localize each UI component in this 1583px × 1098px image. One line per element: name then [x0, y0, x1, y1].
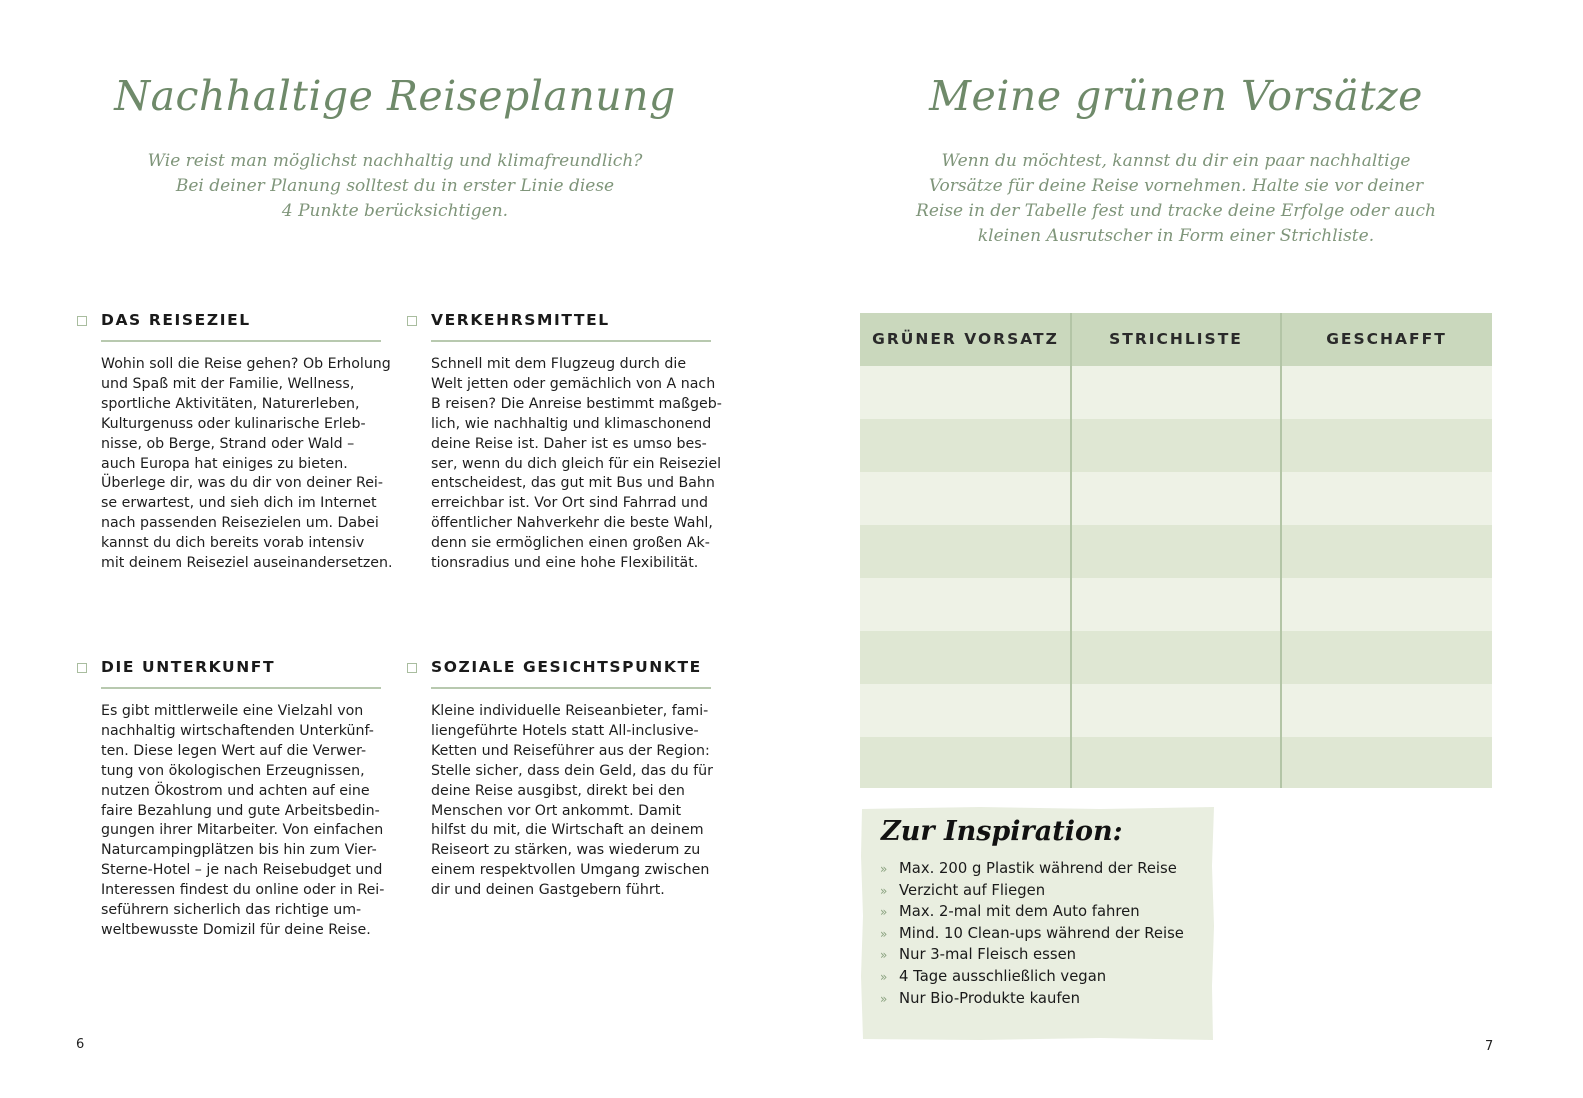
body-line: Menschen vor Ort ankommt. Damit	[431, 802, 682, 819]
page-title: Nachhaltige Reiseplanung	[114, 72, 676, 120]
column-header-strichliste: STRICHLISTE	[1109, 330, 1243, 348]
section-reiseziel	[77, 311, 393, 572]
body-line: Schnell mit dem Flugzeug durch die	[431, 356, 687, 372]
inspiration-title: Zur Inspiration:	[881, 816, 1123, 847]
table-header	[860, 313, 1492, 366]
body-line: auch Europa hat einiges zu bieten.	[101, 455, 348, 472]
section-title: DIE UNTERKUNFT	[101, 658, 276, 676]
body-line: weltbewusste Domizil für deine Reise.	[101, 921, 371, 938]
list-item: » Max. 2-mal mit dem Auto fahren	[880, 901, 1184, 923]
section-divider	[101, 687, 381, 689]
intro-line: Wenn du möchtest, kannst du dir ein paar nachhaltige	[941, 151, 1411, 171]
table-row[interactable]	[860, 366, 1492, 419]
page-title: Meine grünen Vorsätze	[929, 72, 1423, 120]
intro-line: Wie reist man möglichst nachhaltig und klimafreundlich?	[147, 151, 643, 171]
checkbox-icon[interactable]	[77, 663, 87, 673]
intro-text	[0, 149, 790, 224]
list-item: » 4 Tage ausschließlich vegan	[880, 966, 1184, 988]
checkbox-icon[interactable]	[407, 316, 417, 326]
column-divider	[1280, 313, 1282, 788]
left-page	[0, 0, 790, 1098]
body-line: kannst du dich bereits vorab intensiv	[101, 535, 365, 552]
body-line: Es gibt mittlerweile eine Vielzahl von	[101, 703, 364, 719]
bullet-icon: »	[880, 883, 888, 898]
body-line: hilfst du mit, die Wirtschaft an deinem	[431, 822, 704, 839]
body-line: liengeführte Hotels statt All-inclusive-	[431, 722, 699, 739]
body-line: entscheidest, das gut mit Bus und Bahn	[431, 475, 715, 492]
bullet-icon: »	[880, 948, 888, 963]
inspiration-box	[860, 806, 1215, 1041]
body-line: Wohin soll die Reise gehen? Ob Erholung	[101, 356, 391, 372]
list-item: » Verzicht auf Fliegen	[880, 880, 1184, 902]
body-line: se erwartest, und sieh dich im Internet	[101, 495, 377, 512]
body-line: seführern sicherlich das richtige um-	[101, 902, 362, 919]
section-verkehrsmittel	[407, 311, 722, 572]
list-item: » Max. 200 g Plastik während der Reise	[880, 858, 1184, 880]
body-line: gungen ihrer Mitarbeiter. Von einfachen	[101, 822, 384, 839]
intro-text	[792, 149, 1560, 249]
body-line: ten. Diese legen Wert auf die Verwer-	[101, 742, 367, 759]
body-line: sportliche Aktivitäten, Naturerleben,	[101, 395, 360, 412]
body-line: B reisen? Die Anreise bestimmt maßgeb-	[431, 395, 722, 412]
body-line: nach passenden Reisezielen um. Dabei	[101, 515, 379, 532]
body-line: Ketten und Reiseführer aus der Region:	[431, 742, 710, 759]
table-row[interactable]	[860, 578, 1492, 631]
intro-line: Reise in der Tabelle fest und tracke deine Erfolge oder auch	[916, 201, 1436, 221]
body-line: mit deinem Reiseziel auseinandersetzen.	[101, 555, 393, 572]
column-divider	[1070, 313, 1072, 788]
checkbox-icon[interactable]	[407, 663, 417, 673]
body-line: öffentlicher Nahverkehr die beste Wahl,	[431, 515, 713, 532]
body-line: faire Bezahlung und gute Arbeitsbedin-	[101, 802, 380, 819]
body-line: Welt jetten oder gemächlich von A nach	[431, 375, 716, 392]
list-item: » Mind. 10 Clean-ups während der Reise	[880, 923, 1184, 945]
section-body	[101, 702, 386, 941]
inspiration-list	[880, 858, 1184, 1009]
body-line: Stelle sicher, dass dein Geld, das du für	[431, 762, 713, 779]
body-line: Überlege dir, was du dir von deiner Rei-	[101, 475, 383, 492]
table-row[interactable]	[860, 684, 1492, 737]
table-row[interactable]	[860, 472, 1492, 525]
section-title: SOZIALE GESICHTSPUNKTE	[431, 658, 702, 676]
body-line: Sterne-Hotel – je nach Reisebudget und	[101, 862, 383, 879]
section-divider	[101, 340, 381, 342]
body-line: lich, wie nachhaltig und klimaschonend	[431, 415, 712, 432]
body-line: nisse, ob Berge, Strand oder Wald –	[101, 435, 355, 452]
section-title: VERKEHRSMITTEL	[431, 311, 610, 329]
body-line: deine Reise ausgibst, direkt bei den	[431, 782, 685, 799]
section-divider	[431, 687, 711, 689]
bullet-icon: »	[880, 926, 888, 941]
section-unterkunft	[77, 658, 385, 938]
body-line: und Spaß mit der Familie, Wellness,	[101, 375, 355, 392]
body-line: einem respektvollen Umgang zwischen	[431, 862, 710, 879]
intro-line: 4 Punkte berücksichtigen.	[281, 201, 509, 221]
body-line: denn sie ermöglichen einen großen Ak-	[431, 535, 710, 552]
page-number: 7	[1485, 1039, 1494, 1054]
body-line: Kleine individuelle Reiseanbieter, fami-	[431, 703, 709, 719]
list-item: » Nur 3-mal Fleisch essen	[880, 944, 1184, 966]
checkbox-icon[interactable]	[77, 316, 87, 326]
table-row[interactable]	[860, 419, 1492, 472]
body-line: ser, wenn du dich gleich für ein Reiseziel	[431, 455, 722, 472]
body-line: tionsradius und eine hohe Flexibilität.	[431, 555, 699, 572]
body-line: dir und deinen Gastgebern führt.	[431, 882, 665, 899]
table-row[interactable]	[860, 525, 1492, 578]
table-row[interactable]	[860, 737, 1492, 788]
column-header-vorsatz: GRÜNER VORSATZ	[872, 330, 1059, 348]
intro-line: Bei deiner Planung solltest du in erster Linie diese	[175, 176, 615, 196]
table-row[interactable]	[860, 631, 1492, 684]
list-item: » Nur Bio-Produkte kaufen	[880, 988, 1184, 1010]
body-line: erreichbar ist. Vor Ort sind Fahrrad und	[431, 495, 708, 512]
body-line: tung von ökologischen Erzeugnissen,	[101, 762, 365, 779]
section-soziale-gesichtspunkte	[407, 658, 713, 899]
section-body	[431, 355, 722, 574]
bullet-icon: »	[880, 905, 888, 920]
body-line: Kulturgenuss oder kulinarische Erleb-	[101, 415, 366, 432]
section-title: DAS REISEZIEL	[101, 311, 251, 329]
bullet-icon: »	[880, 862, 888, 876]
section-body	[431, 702, 716, 901]
body-line: nutzen Ökostrom und achten auf eine	[101, 782, 370, 799]
body-line: nachhaltig wirtschaftenden Unterkünf-	[101, 722, 374, 739]
column-header-geschafft: GESCHAFFT	[1326, 330, 1447, 348]
section-body	[101, 355, 393, 574]
intro-line: Vorsätze für deine Reise vornehmen. Halte sie vor deiner	[928, 176, 1424, 196]
body-line: Naturcampingplätzen bis hin zum Vier-	[101, 842, 377, 859]
intro-line: kleinen Ausrutscher in Form einer Strichliste.	[977, 226, 1375, 246]
page-number: 6	[76, 1037, 85, 1052]
right-page	[792, 0, 1583, 1098]
goals-table	[860, 313, 1492, 788]
body-line: Reiseort zu stärken, was wiederum zu	[431, 842, 701, 859]
bullet-icon: »	[880, 969, 888, 984]
body-line: Interessen findest du online oder in Rei-	[101, 882, 385, 899]
body-line: deine Reise ist. Daher ist es umso bes-	[431, 435, 707, 452]
bullet-icon: »	[880, 991, 888, 1006]
section-divider	[431, 340, 711, 342]
